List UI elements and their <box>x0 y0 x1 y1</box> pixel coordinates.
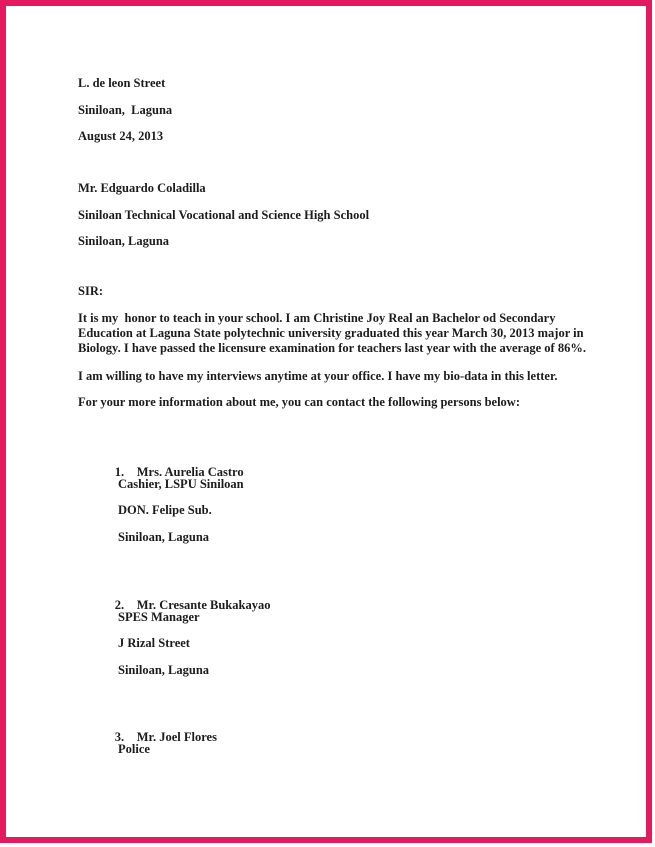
contact-name-row <box>96 715 217 744</box>
recipient-block <box>78 181 369 261</box>
contact-name: Mr. Cresante Bukakayao <box>136 598 271 612</box>
body-paragraph-2: I am willing to have my interviews anytime at your office. I have my bio-data in this letter. <box>78 369 558 383</box>
contact-detail: Siniloan, Laguna <box>118 529 210 544</box>
contact-item-2 <box>96 583 270 689</box>
salutation: SIR: <box>78 284 104 298</box>
contact-item-3 <box>96 715 217 768</box>
contact-detail: Cashier, LSPU Siniloan <box>118 476 244 491</box>
sender-city: Siniloan, Laguna <box>78 102 173 117</box>
sender-street: L. de leon Street <box>78 76 166 90</box>
contact-detail: DON. Felipe Sub. <box>118 503 212 517</box>
contact-detail: SPES Manager <box>118 609 200 624</box>
recipient-city: Siniloan, Laguna <box>78 234 170 248</box>
contact-name-row <box>96 450 244 479</box>
recipient-school: Siniloan Technical Vocational and Science High School <box>78 207 370 222</box>
letter-date: August 24, 2013 <box>78 129 164 143</box>
contact-item-1 <box>96 450 244 556</box>
sender-block <box>78 76 172 156</box>
body-paragraph-1: It is my honor to teach in your school. I am Christine Joy Real an Bachelor od Secondary Education at Laguna State polytechnic university graduated this year March 30, 2013 major in Biology. I have passed the licensure examination for teachers last year with the average of 86%. <box>78 311 587 355</box>
contact-number: 1. <box>114 465 125 479</box>
contact-number: 3. <box>114 730 125 744</box>
contact-detail: Police <box>118 741 150 756</box>
contact-name: Mr. Joel Flores <box>136 730 217 744</box>
body-paragraph-3: For your more information about me, you can contact the following persons below: <box>78 395 520 409</box>
recipient-name: Mr. Edguardo Coladilla <box>78 181 206 195</box>
contact-name-row <box>96 583 271 612</box>
contact-number: 2. <box>114 598 125 612</box>
contact-name: Mrs. Aurelia Castro <box>136 465 244 479</box>
contact-detail: J Rizal Street <box>118 636 190 650</box>
contact-detail: Siniloan, Laguna <box>118 662 210 677</box>
